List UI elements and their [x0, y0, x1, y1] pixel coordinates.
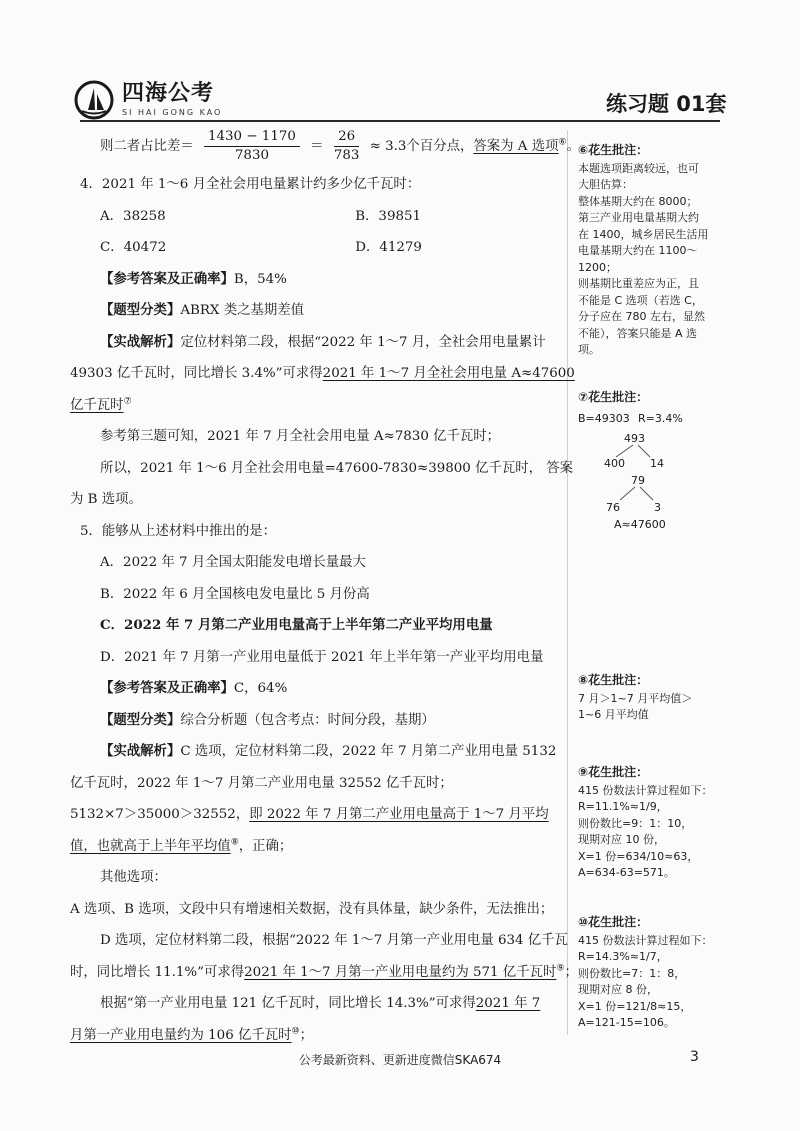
option-a: A．38258 — [100, 208, 166, 224]
note-title: ⑦花生批注： — [578, 390, 649, 404]
note-ref: ⑩ — [291, 1026, 300, 1037]
text: 时，同比增长 11.1%”可求得 — [70, 964, 245, 980]
q4-analysis-2 — [70, 358, 575, 390]
numerator: 1430 − 1170 — [204, 128, 300, 147]
note-title: ⑥花生批注： — [578, 143, 649, 157]
text: C 选项，定位材料第二段，2022 年 7 月第二产业用电量 5132 — [180, 744, 557, 759]
ratio-line — [70, 125, 580, 169]
main-column — [70, 125, 580, 1051]
note-line: 现期对应 8 份， — [578, 983, 658, 996]
note-line: 电量基期大约在 1100～ — [578, 244, 698, 257]
note-line: X=1 份=634/10≈63， — [578, 849, 699, 863]
fraction — [204, 128, 300, 165]
note-line: 现期对应 10 份， — [578, 833, 665, 846]
text: 根据“第一产业用电量 121 亿千瓦时，同比增长 14.3%”可求得 — [100, 996, 476, 1011]
underlined-text: 月第一产业用电量约为 106 亿千瓦时 — [70, 1027, 292, 1043]
note-line: 则基期比重差应为正，且 — [578, 277, 699, 290]
text: ＝ — [310, 139, 324, 154]
value: 综合分析题（包含考点：时间分段，基期） — [180, 712, 435, 728]
note-line: A=634-63=571。 — [578, 866, 675, 879]
q5-other: 其他选项： — [100, 870, 167, 885]
q5-type — [70, 705, 565, 737]
text: 则二者占比差＝ — [100, 139, 194, 154]
note-line: A=121-15=106。 — [578, 1016, 675, 1029]
option-a: A．2022 年 7 月全国太阳能发电增长量最大 — [100, 555, 366, 570]
q4-type — [70, 295, 565, 327]
tree-node: 400 — [604, 457, 625, 470]
text: 5132×7＞35000＞32552， — [70, 807, 250, 822]
note-line: 不能是 C 选项（若选 C， — [578, 293, 703, 307]
column-divider — [567, 130, 568, 1035]
note-line: 则份数比=7：1：8， — [578, 966, 686, 980]
side-note-8 — [578, 672, 728, 724]
logo — [74, 80, 222, 120]
tree-result: A≈47600 — [614, 518, 666, 531]
option-c: C．2022 年 7 月第二产业用电量高于上半年第二产业平均用电量 — [100, 617, 493, 633]
denominator: 783 — [333, 148, 360, 163]
q4-analysis-5: 所以，2021 年 1～6 月全社会用电量=47600-7830≈39800 亿千瓦时， 答案 — [100, 460, 574, 476]
tree-node: 493 — [624, 432, 645, 445]
note-line: 415 份数法计算过程如下： — [578, 783, 713, 797]
option-c: C．40472 — [100, 240, 167, 255]
q5-d-3 — [70, 988, 565, 1020]
note-ref: ⑧ — [230, 837, 239, 848]
label: 【实战解析】 — [100, 743, 181, 759]
note-line: 项。 — [578, 343, 600, 356]
label: 【题型分类】 — [100, 711, 181, 728]
denominator: 7830 — [234, 148, 269, 163]
side-note-7-title — [578, 389, 728, 408]
note-ref: ⑦ — [123, 396, 132, 407]
text: ，正确； — [238, 838, 293, 854]
footer-text: 公考最新资料、更新进度微信SKA674 — [298, 1053, 502, 1067]
note-title: ⑩花生批注： — [578, 915, 649, 929]
note-line: 1~6 月平均值 — [578, 708, 649, 721]
note-ref: ⑥ — [558, 137, 567, 148]
note-line: R=14.3%≈1/7， — [578, 950, 668, 963]
value: ABRX 类之基期差值 — [180, 303, 305, 318]
q5-d-4 — [70, 1020, 565, 1052]
q4-analysis-4: 参考第三题可知，2021 年 7 月全社会用电量 A≈7830 亿千瓦时； — [100, 429, 501, 444]
header-divider — [80, 120, 720, 122]
q4-analysis-6: 为 B 选项。 — [70, 492, 142, 507]
option-b: B．2022 年 6 月全国核电发电量比 5 月份高 — [100, 586, 370, 602]
q5-analysis-3 — [70, 799, 565, 831]
side-note-9 — [578, 764, 728, 882]
note-line: X=1 份=121/8≈15， — [578, 999, 692, 1013]
tree-node: 76 — [606, 501, 620, 514]
tree-lines — [578, 412, 728, 532]
q4-answer — [70, 264, 565, 296]
tree-node: 79 — [631, 474, 645, 487]
tree-base: B=49303 — [578, 412, 630, 425]
fraction — [334, 128, 360, 165]
numerator: 26 — [334, 128, 359, 147]
underlined-text: 值，也就高于上半年平均值 — [70, 838, 231, 854]
q4-analysis-3 — [70, 390, 565, 422]
calc-tree — [578, 412, 728, 532]
note-title: ⑧花生批注： — [578, 673, 649, 687]
underlined-text: 亿千瓦时 — [70, 397, 124, 413]
note-line: 大胆估算： — [578, 178, 633, 191]
page-number: 3 — [690, 1049, 699, 1065]
note-line: 本题选项距离较远，也可 — [578, 161, 699, 175]
tree-node: 3 — [654, 501, 661, 514]
note-line: 第三产业用电量基期大约 — [578, 211, 699, 224]
text: ； — [299, 1027, 314, 1043]
underlined-text: 2021 年 1～7 月第一产业用电量约为 571 亿千瓦时 — [244, 964, 557, 980]
note-ref: ⑨ — [556, 963, 565, 974]
note-line: R=11.1%≈1/9， — [578, 800, 668, 813]
option-d: D．41279 — [355, 240, 422, 255]
q4-stem: 4．2021 年 1～6 月全社会用电量累计约多少亿千瓦时： — [80, 177, 421, 192]
text: 定位材料第二段，根据“2022 年 1～7 月，全社会用电量累计 — [180, 334, 546, 350]
note-line: 在 1400，城乡居民生活用 — [578, 227, 709, 241]
note-line: 7 月＞1~7 月平均值＞ — [578, 691, 693, 705]
text: 49303 亿千瓦时，同比增长 3.4%”可求得 — [70, 366, 323, 381]
q5-analysis-2: 亿千瓦时，2022 年 1～7 月第二产业用电量 32552 亿千瓦时； — [70, 775, 453, 791]
underlined-text: 2021 年 1～7 月全社会用电量 A≈47600 — [322, 366, 575, 381]
option-b: B．39851 — [355, 208, 422, 224]
label: 【参考答案及正确率】 — [100, 680, 234, 696]
q5-d-1: D 选项，定位材料第二段，根据“2022 年 1～7 月第一产业用电量 634 亿千瓦 — [100, 933, 568, 948]
tree-node: 14 — [650, 457, 664, 470]
note-title: ⑨花生批注： — [578, 765, 649, 779]
underlined-text: 2021 年 7 — [475, 996, 541, 1011]
side-note-6 — [578, 142, 728, 359]
note-line: 整体基期大约在 8000； — [578, 194, 698, 208]
note-line: 分子应在 780 左右，显然 — [578, 310, 705, 323]
side-note-10 — [578, 914, 728, 1032]
q5-ab: A 选项、B 选项，文段中只有增速相关数据，没有具体量，缺少条件，无法推出； — [70, 901, 554, 917]
label: 【题型分类】 — [100, 302, 181, 318]
q5-d-2 — [70, 957, 578, 989]
q5-analysis-4 — [70, 831, 565, 863]
q5-analysis-1 — [70, 736, 565, 768]
label: 【实战解析】 — [100, 333, 181, 350]
q4-options-cd — [70, 232, 565, 264]
sailboat-logo-icon — [74, 80, 114, 120]
label: 【参考答案及正确率】 — [100, 270, 234, 287]
q4-analysis-1 — [70, 327, 565, 359]
value: B，54% — [233, 271, 287, 287]
logo-subtext: SI HAI GONG KAO — [122, 108, 223, 117]
text: ； — [564, 964, 578, 980]
tree-rate: R=3.4% — [638, 412, 683, 425]
text: 。 — [566, 139, 580, 154]
underlined-text: 即 2022 年 7 月第二产业用电量高于 1～7 月平均 — [249, 807, 549, 822]
logo-text: 四海公考 — [122, 81, 215, 106]
note-line: 则份数比=9：1：10， — [578, 816, 693, 830]
note-line: 1200； — [578, 260, 617, 274]
q5-stem: 5．能够从上述材料中推出的是： — [80, 523, 276, 539]
set-title: 练习题 01套 — [606, 92, 727, 116]
q5-answer — [70, 673, 565, 705]
note-line: 415 份数法计算过程如下： — [578, 933, 713, 947]
text: ≈ 3.3个百分点， — [369, 139, 474, 154]
underlined-text: 答案为 A 选项 — [473, 139, 559, 154]
value: C，64% — [233, 681, 288, 696]
q4-options-ab — [70, 201, 565, 233]
option-d: D．2021 年 7 月第一产业用电量低于 2021 年上半年第一产业平均用电量 — [100, 649, 544, 665]
note-line: 不能），答案只能是 A 选 — [578, 326, 698, 340]
